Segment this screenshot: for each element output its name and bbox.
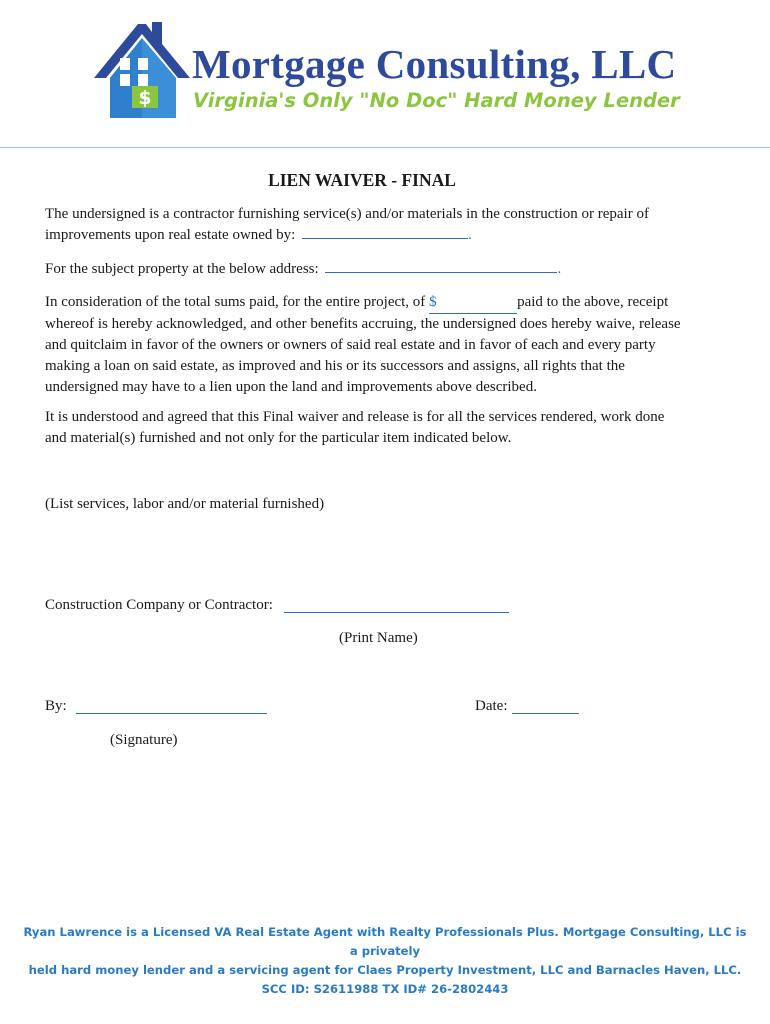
amount-field[interactable] [429, 292, 517, 314]
signature-field[interactable] [76, 695, 267, 714]
contractor-label: Construction Company or Contractor: [45, 597, 273, 613]
footer-disclosure [20, 923, 750, 999]
footer-line3: SCC ID: S2611988 TX ID# 26-2802443 [261, 982, 509, 996]
property-address-field[interactable] [325, 272, 557, 273]
list-services-label: (List services, labor and/or material furnished) [45, 496, 325, 512]
header-divider [0, 147, 770, 148]
date-field[interactable] [512, 695, 579, 714]
svg-text:$: $ [138, 87, 152, 109]
logo-tagline: Virginia's Only "No Doc" Hard Money Lender [193, 89, 680, 112]
signature-label: (Signature) [110, 732, 178, 748]
document-title: LIEN WAIVER - FINAL [268, 170, 456, 190]
dollar-sign: $ [429, 294, 437, 310]
owner-paragraph-line2: improvements upon real estate owned by: [45, 227, 296, 243]
house-dollar-icon [92, 18, 202, 123]
footer-line2: held hard money lender and a servicing agent for Claes Property Investment, LLC and Barnacles Haven, LLC. [28, 963, 742, 977]
company-logo [92, 18, 692, 128]
contractor-name-field[interactable] [284, 594, 509, 613]
address-label: For the subject property at the below address: [45, 261, 319, 277]
print-name-label: (Print Name) [339, 630, 418, 646]
address-field-period: . [557, 261, 562, 277]
owner-field-period: . [468, 227, 472, 243]
consideration-start: In consideration of the total sums paid, for the entire project, of [45, 294, 426, 310]
consideration-after: paid to the above, receipt [517, 294, 669, 310]
address-paragraph [45, 259, 685, 280]
consideration-rest: whereof is hereby acknowledged, and other benefits accruing, the undersigned does hereby waive, release and quitclaim in favor of the owners or owners of said real estate and in favor of each and every party making a loan on said estate, as improved and his or its successors and assigns, all rights that the undersigned may have to a lien upon the land and improvements above described. [45, 316, 681, 395]
date-label: Date: [475, 698, 508, 714]
consideration-paragraph [45, 292, 685, 398]
scope-paragraph: It is understood and agreed that this Final waiver and release is for all the services rendered, work done and material(s) furnished and not only for the particular item indicated below. [45, 409, 665, 446]
owner-paragraph [45, 204, 685, 246]
footer-line1: Ryan Lawrence is a Licensed VA Real Estate Agent with Realty Professionals Plus. Mortgage Consulting, LLC is a privately [23, 925, 747, 958]
owner-paragraph-line1: The undersigned is a contractor furnishing service(s) and/or materials in the construction or repair of [45, 206, 649, 222]
owner-name-field[interactable] [302, 238, 468, 239]
by-label: By: [45, 698, 67, 714]
logo-title: Mortgage Consulting, LLC [192, 41, 677, 87]
